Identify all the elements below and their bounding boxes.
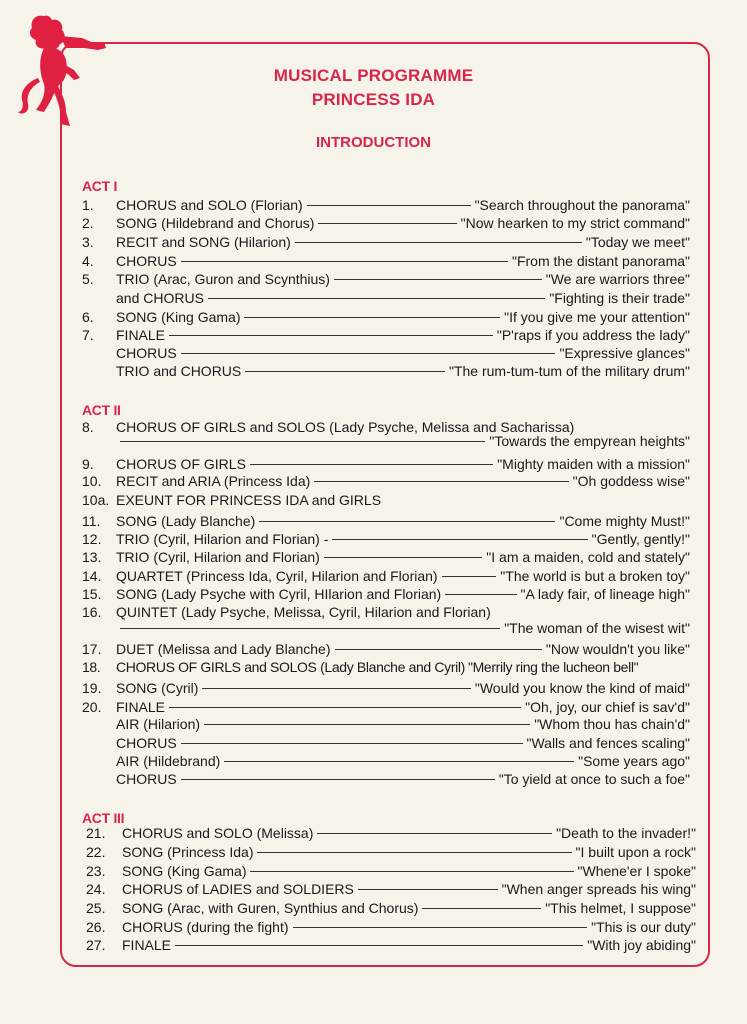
item-number: 18. xyxy=(82,659,101,675)
list-item xyxy=(82,567,690,585)
item-number: 10. xyxy=(82,473,102,489)
item-quote: "To yield at once to such a foe" xyxy=(498,771,690,787)
leader-line xyxy=(181,743,523,744)
item-label: SONG (King Gama) xyxy=(116,309,241,325)
list-item xyxy=(82,698,690,716)
leader-line xyxy=(181,261,508,262)
item-quote: "Now wouldn't you like" xyxy=(545,641,690,657)
item-number: 22. xyxy=(86,844,106,860)
item-number: 13. xyxy=(82,549,102,565)
list-item xyxy=(86,843,696,861)
list-item xyxy=(82,752,690,770)
list-item xyxy=(86,824,696,842)
list-item xyxy=(82,252,690,270)
item-quote: "Today we meet" xyxy=(585,234,690,250)
item-label: SONG (Arac, with Guren, Synthius and Chorus) xyxy=(122,900,419,916)
item-label: QUARTET (Princess Ida, Cyril, Hilarion and Florian) xyxy=(116,568,438,584)
item-label: SONG (Hildebrand and Chorus) xyxy=(116,215,315,231)
leader-line xyxy=(334,279,542,280)
item-quote: "Search throughout the panorama" xyxy=(474,197,690,213)
item-label: TRIO (Cyril, Hilarion and Florian) - xyxy=(116,531,329,547)
item-label: CHORUS and SOLO (Melissa) xyxy=(122,825,314,841)
item-quote: "Walls and fences scaling" xyxy=(526,735,690,751)
item-label: RECIT and ARIA (Princess Ida) xyxy=(116,473,311,489)
item-quote: "Come mighty Must!" xyxy=(559,513,690,529)
item-quote: "The rum-tum-tum of the military drum" xyxy=(449,363,690,379)
item-quote: "Expressive glances" xyxy=(559,345,690,361)
leader-line xyxy=(224,761,574,762)
leader-line xyxy=(445,594,516,595)
list-item xyxy=(82,530,690,548)
leader-line xyxy=(204,724,530,725)
list-item xyxy=(82,289,690,307)
list-item xyxy=(82,432,690,450)
item-quote: "Mighty maiden with a mission" xyxy=(497,456,690,472)
leader-line xyxy=(181,779,495,780)
item-label: SONG (King Gama) xyxy=(122,863,247,879)
leader-line xyxy=(250,464,493,465)
item-quote: "Death to the invader!" xyxy=(556,825,696,841)
list-item xyxy=(82,770,690,788)
item-label: SONG (Cyril) xyxy=(116,680,199,696)
item-number: 17. xyxy=(82,641,102,657)
item-label: AIR (Hildebrand) xyxy=(116,753,221,769)
item-label: TRIO (Cyril, Hilarion and Florian) xyxy=(116,549,320,565)
item-quote: "Oh goddess wise" xyxy=(572,473,690,489)
list-item xyxy=(82,326,690,344)
list-item xyxy=(82,344,690,362)
item-label: and CHORUS xyxy=(116,290,204,306)
leader-line xyxy=(169,707,521,708)
leader-line xyxy=(175,945,583,946)
item-number: 4. xyxy=(82,253,94,269)
list-item xyxy=(82,512,690,530)
act-2-heading: ACT II xyxy=(82,402,121,418)
item-number: 7. xyxy=(82,327,94,343)
leader-line xyxy=(245,371,445,372)
item-quote: "I built upon a rock" xyxy=(575,844,696,860)
item-quote: "This is our duty" xyxy=(591,919,696,935)
introduction-heading: INTRODUCTION xyxy=(316,134,431,151)
act-3-heading: ACT III xyxy=(82,810,125,826)
item-number: 6. xyxy=(82,309,94,325)
list-item xyxy=(82,214,690,232)
leader-line xyxy=(244,317,500,318)
item-quote: "Towards the empyrean heights" xyxy=(489,433,690,449)
list-item xyxy=(82,715,690,733)
leader-line xyxy=(120,441,485,442)
item-number: 27. xyxy=(86,937,106,953)
leader-line xyxy=(335,649,542,650)
item-number: 23. xyxy=(86,863,106,879)
leader-line xyxy=(169,335,493,336)
list-item xyxy=(82,548,690,566)
item-quote: "Whom thou has chain'd" xyxy=(534,716,690,732)
leader-line xyxy=(324,557,482,558)
list-item xyxy=(82,640,690,658)
leader-line xyxy=(202,688,470,689)
item-number: 11. xyxy=(82,513,101,529)
item-label: AIR (Hilarion) xyxy=(116,716,201,732)
item-quote: "Oh, joy, our chief is sav'd" xyxy=(525,699,690,715)
list-item xyxy=(86,936,696,954)
leader-line xyxy=(358,889,498,890)
item-quote: "Gently, gently!" xyxy=(591,531,690,547)
list-item xyxy=(82,233,690,251)
item-label: CHORUS OF GIRLS and SOLOS (Lady Blanche and Cyril) xyxy=(116,659,465,675)
list-item xyxy=(86,880,696,898)
item-quote: "If you give me your attention" xyxy=(504,309,690,325)
list-item xyxy=(86,899,696,917)
leader-line xyxy=(208,298,545,299)
item-label: CHORUS xyxy=(116,345,177,361)
leader-line xyxy=(181,353,556,354)
leader-line xyxy=(318,223,456,224)
leader-line xyxy=(259,521,555,522)
item-quote: "Now hearken to my strict command" xyxy=(460,215,690,231)
item-label: TRIO and CHORUS xyxy=(116,363,242,379)
item-quote: "Some years ago" xyxy=(578,753,690,769)
item-quote: "Fighting is their trade" xyxy=(549,290,690,306)
list-item xyxy=(82,362,690,380)
item-number: 26. xyxy=(86,919,106,935)
leader-line xyxy=(314,481,568,482)
item-label: CHORUS OF GIRLS and SOLOS (Lady Psyche, Melissa and Sacharissa) xyxy=(116,419,575,435)
item-number: 14. xyxy=(82,568,102,584)
list-item xyxy=(82,472,690,490)
item-quote: "From the distant panorama" xyxy=(511,253,690,269)
list-item xyxy=(82,658,690,676)
item-quote: "This helmet, I suppose" xyxy=(545,900,696,916)
item-number: 12. xyxy=(82,531,102,547)
item-number: 10a. xyxy=(82,492,110,508)
item-label: RECIT and SONG (Hilarion) xyxy=(116,234,291,250)
list-item xyxy=(86,862,696,880)
list-item xyxy=(82,585,690,603)
list-item xyxy=(82,308,690,326)
leader-line xyxy=(257,852,571,853)
leader-line xyxy=(120,628,500,629)
item-quote: "A lady fair, of lineage high" xyxy=(520,586,690,602)
item-number: 1. xyxy=(82,197,94,213)
item-number: 3. xyxy=(82,234,94,250)
leader-line xyxy=(293,927,588,928)
item-label: CHORUS (during the fight) xyxy=(122,919,289,935)
item-label: SONG (Princess Ida) xyxy=(122,844,254,860)
item-label: CHORUS and SOLO (Florian) xyxy=(116,197,303,213)
list-item xyxy=(82,491,690,509)
leader-line xyxy=(317,833,552,834)
act-1-heading: ACT I xyxy=(82,178,118,194)
item-quote: "We are warriors three" xyxy=(545,271,690,287)
item-label: FINALE xyxy=(116,699,166,715)
programme-title: MUSICAL PROGRAMME xyxy=(273,66,474,85)
item-label: TRIO (Arac, Guron and Scynthius) xyxy=(116,271,330,287)
item-label: CHORUS xyxy=(116,253,177,269)
item-number: 25. xyxy=(86,900,106,916)
item-number: 5. xyxy=(82,271,94,287)
list-item xyxy=(82,270,690,288)
list-item xyxy=(82,619,690,637)
item-label: EXEUNT FOR PRINCESS IDA and GIRLS xyxy=(116,492,382,508)
item-quote: "Whene'er I spoke" xyxy=(577,863,696,879)
item-label: CHORUS of LADIES and SOLDIERS xyxy=(122,881,354,897)
item-quote: "With joy abiding" xyxy=(587,937,696,953)
item-label: QUINTET (Lady Psyche, Melissa, Cyril, Hilarion and Florian) xyxy=(116,604,491,620)
item-quote: "When anger spreads his wing" xyxy=(501,881,696,897)
item-number: 8. xyxy=(82,419,94,435)
item-number: 15. xyxy=(82,586,102,602)
list-item xyxy=(82,455,690,473)
item-label: SONG (Lady Blanche) xyxy=(116,513,256,529)
item-label: DUET (Melissa and Lady Blanche) xyxy=(116,641,331,657)
item-label: CHORUS xyxy=(116,735,177,751)
item-number: 19. xyxy=(82,680,102,696)
list-item xyxy=(82,679,690,697)
item-number: 24. xyxy=(86,881,106,897)
item-quote: "P'raps if you address the lady" xyxy=(496,327,690,343)
list-item xyxy=(86,918,696,936)
leader-line xyxy=(332,539,587,540)
item-label: FINALE xyxy=(122,937,172,953)
item-quote: "The woman of the wisest wit" xyxy=(504,620,690,636)
leader-line xyxy=(307,205,471,206)
item-quote: "The world is but a broken toy" xyxy=(500,568,690,584)
item-label: SONG (Lady Psyche with Cyril, HIlarion and Florian) xyxy=(116,586,442,602)
leader-line xyxy=(295,242,582,243)
list-item xyxy=(82,734,690,752)
item-number: 9. xyxy=(82,456,94,472)
item-quote: "Would you know the kind of maid" xyxy=(474,680,690,696)
leader-line xyxy=(422,908,541,909)
item-number: 16. xyxy=(82,604,102,620)
item-label: CHORUS xyxy=(116,771,177,787)
item-label: CHORUS OF GIRLS xyxy=(116,456,246,472)
leader-line xyxy=(250,871,573,872)
item-number: 2. xyxy=(82,215,94,231)
item-number: 20. xyxy=(82,699,102,715)
opera-title: PRINCESS IDA xyxy=(311,90,436,109)
leader-line xyxy=(442,576,497,577)
item-quote: "I am a maiden, cold and stately" xyxy=(486,549,690,565)
item-quote: "Merrily ring the lucheon bell" xyxy=(467,659,639,675)
item-label: FINALE xyxy=(116,327,166,343)
item-number: 21. xyxy=(86,825,106,841)
list-item xyxy=(82,196,690,214)
